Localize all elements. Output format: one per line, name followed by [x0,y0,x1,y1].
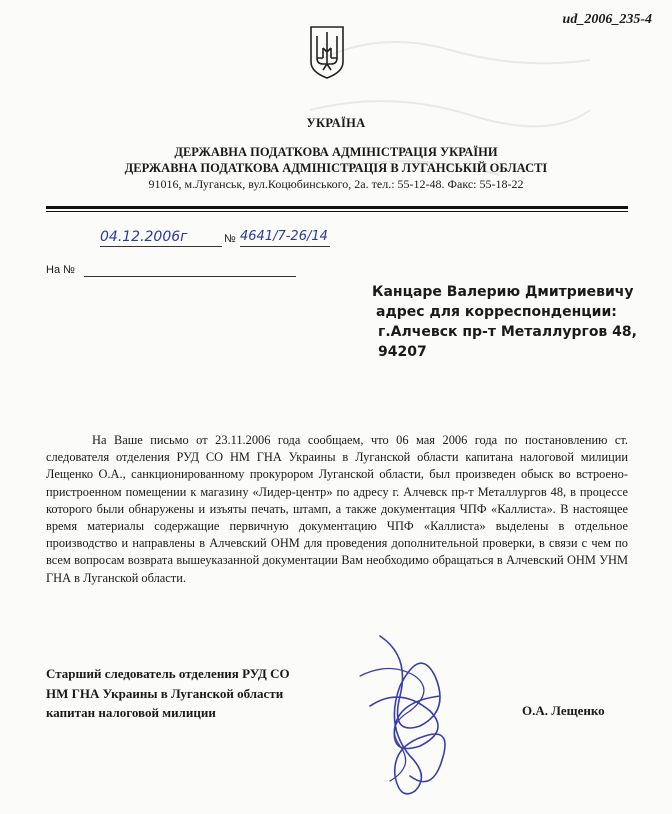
signer-rank: капитан налоговой милиции [46,705,216,720]
recipient-address-label: адрес для корреспонденции: [376,304,617,320]
country-title: УКРАЇНА [306,116,366,130]
recipient-address: г.Алчевск пр-т Металлургов 48, [378,324,637,340]
agency-name-regional: ДЕРЖАВНА ПОДАТКОВА АДМІНІСТРАЦІЯ В ЛУГАНСЬКІЙ ОБЛАСТІ [124,161,548,175]
agency-address: 91016, м.Луганськ, вул.Коцюбинського, 2а. тел.: 55-12-48. Факс: 55-18-22 [148,177,524,191]
signer-department: НМ ГНА Украины в Луганской области [46,685,284,701]
recipient-postcode: 94207 [378,344,427,360]
signer-position: Старший следователь отделения РУД СО [46,666,290,681]
trident-emblem-icon [309,24,345,80]
handwritten-date: 04.12.2006г [100,228,222,247]
reference-label: На № [46,264,75,276]
signature-title-block [46,664,386,723]
letter-body [46,432,628,587]
document-id: ud_2006_235-4 [562,12,652,27]
number-sign: № [224,233,236,245]
header-divider-thin [46,211,628,212]
agency-name-national: ДЕРЖАВНА ПОДАТКОВА АДМІНІСТРАЦІЯ УКРАЇНИ [174,145,498,159]
recipient-block [372,282,662,362]
body-paragraph: На Ваше письмо от 23.11.2006 года сообщаем, что 06 мая 2006 года по постановлению ст. следователя отделения РУД СО НМ ГНА Украины в Луганской области капитана налоговой милиции Лещенко О.А., санкционированному прокурором Луганской области, был произведен обыск во встроено-пристроенном помещении к магазину «Лидер-центр» по адресу г. Алчевск пр-т Металлургов 48, в процессе которого были обнаружены и изъяты печать, штамп, а также документация ЧПФ «Каллиста». В настоящее время материалы содержащие первичную документацию ЧПФ «Каллиста» выделены в отдельное производство и направлены в Алчевский ОНМ для проведения дополнительной проверки, в связи с чем по всем вопросам возврата вышеуказанной документации Вам необходимо обращаться в Алчевский ОНМ УНМ ГНА в Луганской области. [46,433,628,585]
recipient-name: Канцаре Валерию Дмитриевичу [372,284,634,300]
reference-blank-line [84,276,296,277]
handwritten-outgoing-number: 4641/7-26/14 [240,228,330,247]
signer-name: О.А. Лещенко [522,703,605,718]
header-divider-thick [46,206,628,209]
